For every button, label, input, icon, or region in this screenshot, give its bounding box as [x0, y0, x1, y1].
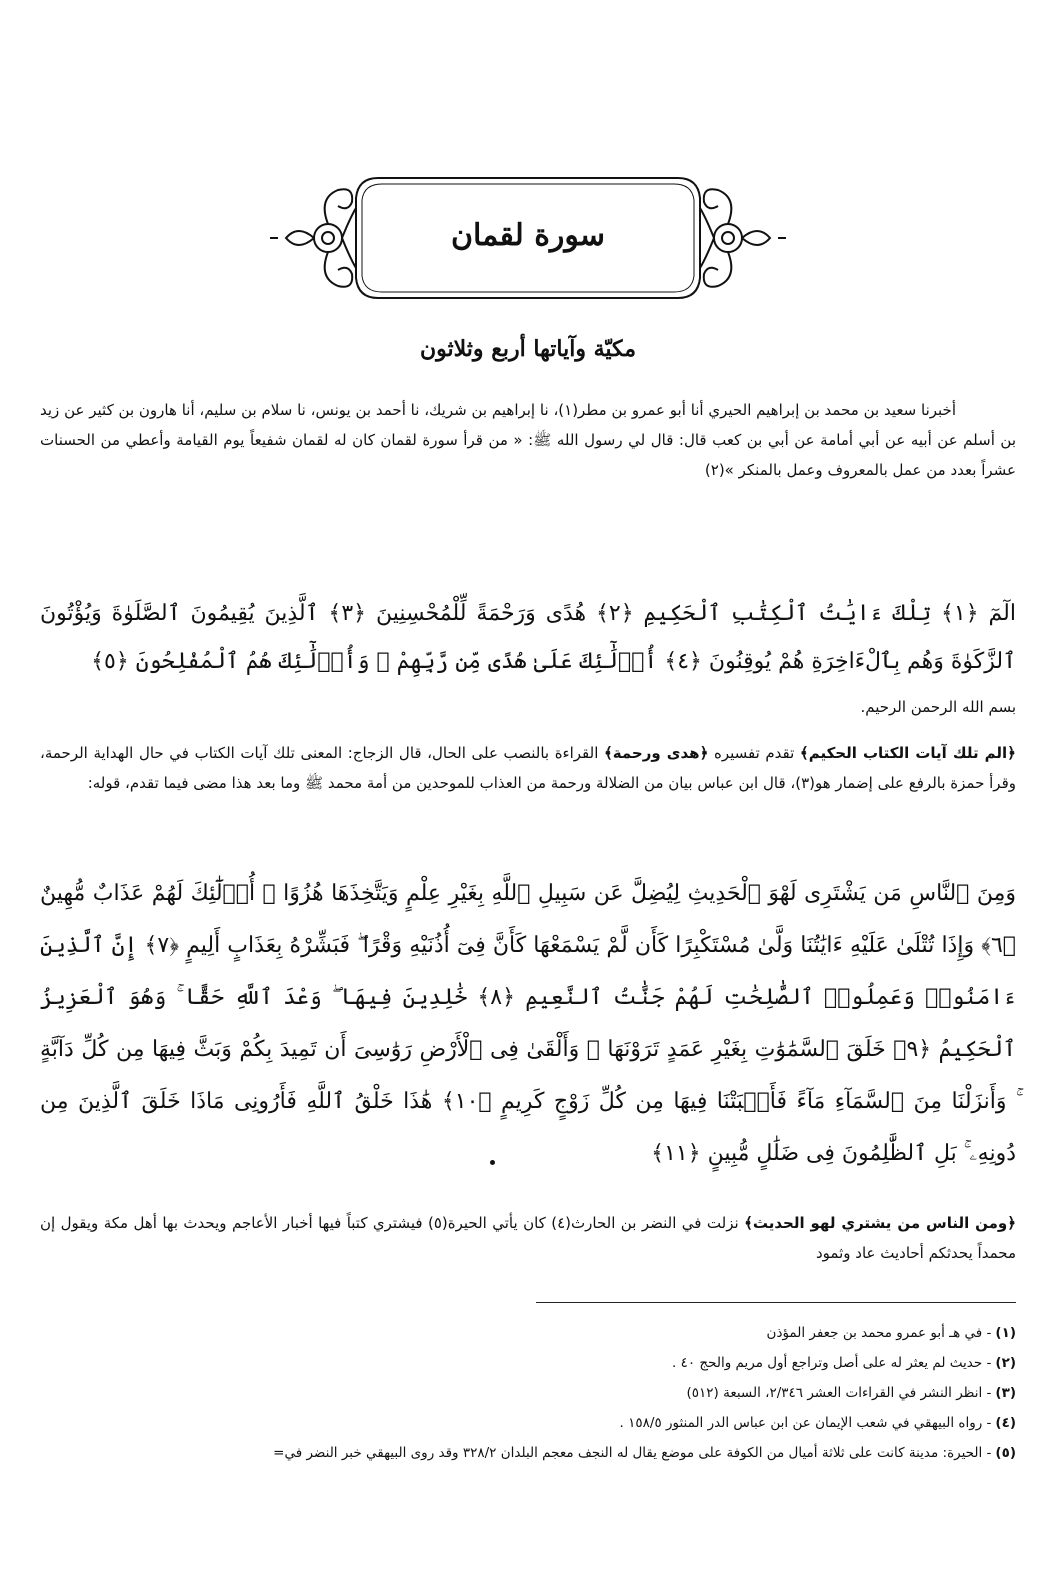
basmala-line: بسم الله الرحمن الرحيم. — [860, 698, 1016, 716]
footnote-number: (٣) — [995, 1385, 1016, 1401]
footnote-item — [40, 1378, 1016, 1408]
lemma-verses-1-2: ﴿الم تلك آيات الكتاب الحكيم﴾ — [799, 744, 1016, 762]
quran-verses-6-11: وَمِنَ ٱلنَّاسِ مَن يَشْتَرِى لَهْوَ ٱلْحَدِيثِ لِيُضِلَّ عَن سَبِيلِ ٱللَّهِ بِغَيْرِ عِلْمٍ وَيَتَّخِذَهَا هُزُوًا ۚ أُو۟لَٰٓئِكَ لَهُمْ عَذَابٌ مُّهِينٌ ﴿٦﴾ وَإِذَا تُتْلَىٰ عَلَيْهِ ءَايَٰتُنَا وَلَّىٰ مُسْتَكْبِرًا كَأَن لَّمْ يَسْمَعْهَا كَأَنَّ فِىٓ أُذُنَيْهِ وَقْرًا ۖ فَبَشِّرْهُ بِعَذَابٍ أَلِيمٍ ﴿٧﴾ إِنَّ ٱلَّذِينَ ءَامَنُوا۟ وَعَمِلُوا۟ ٱلصَّٰلِحَٰتِ لَهُمْ جَنَّٰتُ ٱلنَّعِيمِ ﴿٨﴾ خَٰلِدِينَ فِيهَا ۖ وَعْدَ ٱللَّهِ حَقًّا ۚ وَهُوَ ٱلْعَزِيزُ ٱلْحَكِيمُ ﴿٩﴾ خَلَقَ ٱلسَّمَٰوَٰتِ بِغَيْرِ عَمَدٍ تَرَوْنَهَا ۖ وَأَلْقَىٰ فِى ٱلْأَرْضِ رَوَٰسِىَ أَن تَمِيدَ بِكُمْ وَبَثَّ فِيهَا مِن كُلِّ دَآبَّةٍ ۚ وَأَنزَلْنَا مِنَ ٱلسَّمَآءِ مَآءً فَأَنۢبَتْنَا فِيهَا مِن كُلِّ زَوْجٍ كَرِيمٍ ﴿١٠﴾ هَٰذَا خَلْقُ ٱللَّهِ فَأَرُونِى مَاذَا خَلَقَ ٱلَّذِينَ مِن دُونِهِۦ ۚ بَلِ ٱلظَّٰلِمُونَ فِى ضَلَٰلٍ مُّبِينٍ ﴿١١﴾ — [40, 881, 1016, 1166]
footnote-text: - حديث لم يعثر له على أصل وتراجع أول مريم والحج ٤٠ . — [672, 1355, 992, 1371]
commentary-paragraph-2 — [40, 1208, 1016, 1268]
footnote-item — [40, 1408, 1016, 1438]
surah-subtitle: مكيّة وآياتها أربع وثلاثون — [420, 336, 636, 362]
footnote-item — [40, 1438, 1016, 1468]
commentary-text-a: تقدم تفسيره — [708, 744, 800, 762]
surah-title-frame — [40, 168, 1016, 308]
commentary-text-c: نزلت في النضر بن الحارث(٤) كان يأتي الحيرة(٥) فيشتري كتباً فيها أخبار الأعاجم ويحدث بها أهل مكة ويقول إن محمداً يحدثكم أحاديث عاد وثمود — [40, 1214, 1016, 1262]
footnote-number: (٥) — [995, 1445, 1016, 1461]
lemma-verse-3: ﴿هدى ورحمة﴾ — [603, 744, 709, 762]
footnotes-list — [40, 1318, 1016, 1468]
book-page — [40, 0, 1016, 1582]
footnote-text: - الحيرة: مدينة كانت على ثلاثة أميال من الكوفة على موضع يقال له النجف معجم البلدان ٣٢٨/٢ وقد روى البيهقي خبر النضر في= — [273, 1445, 992, 1461]
commentary-text-b: القراءة بالنصب على الحال، قال الزجاج: المعنى تلك آيات الكتاب في حال الهداية الرحمة، وقرأ حمزة بالرفع على إضمار هو(٣)، قال ابن عباس بيان من الضلالة ورحمة من العذاب للموحدين من أمة محمد ﷺ وما بعد هذا مضى فيما تقدم، قوله: — [40, 744, 1016, 792]
footnote-text: - انظر النشر في القراءات العشر ٢/٣٤٦، السبعة (٥١٢) — [686, 1385, 992, 1401]
footnote-divider — [536, 1302, 1016, 1303]
quran-verses-1-5: الٓمٓ ﴿١﴾ تِلْكَ ءَايَٰتُ ٱلْكِتَٰبِ ٱلْحَكِيمِ ﴿٢﴾ هُدًى وَرَحْمَةً لِّلْمُحْسِنِينَ ﴿٣﴾ ٱلَّذِينَ يُقِيمُونَ ٱلصَّلَوٰةَ وَيُؤْتُونَ ٱلزَّكَوٰةَ وَهُم بِٱلْءَاخِرَةِ هُمْ يُوقِنُونَ ﴿٤﴾ أُو۟لَٰٓئِكَ عَلَىٰ هُدًى مِّن رَّبِّهِمْ ۖ وَأُو۟لَٰٓئِكَ هُمُ ٱلْمُفْلِحُونَ ﴿٥﴾ — [40, 601, 1017, 674]
footnote-number: (١) — [995, 1325, 1016, 1341]
footnote-text: - رواه البيهقي في شعب الإيمان عن ابن عباس الدر المنثور ١٥٨/٥ . — [619, 1415, 992, 1431]
footnote-text: - في هـ أبو عمرو محمد بن جعفر المؤذن — [766, 1325, 992, 1341]
intro-paragraph: أخبرنا سعيد بن محمد بن إبراهيم الحيري أنا أبو عمرو بن مطر(١)، نا إبراهيم بن شريك، نا أحمد بن يونس، نا سلام بن سليم، أنا هارون بن كثير عن زيد بن أسلم عن أبيه عن أبي أمامة عن أبي بن كعب قال: قال لي رسول الله ﷺ: « من قرأ سورة لقمان كان له لقمان شفيعاً يوم القيامة وأعطي من الحسنات عشراً بعدد من عمل بالمعروف وعمل بالمنكر »(٢) — [40, 401, 1016, 479]
footnote-item — [40, 1348, 1016, 1378]
stray-dot — [490, 1160, 495, 1165]
commentary-paragraph-1 — [40, 738, 1016, 798]
lemma-verse-6: ﴿ومن الناس من يشتري لهو الحديث﴾ — [744, 1214, 1017, 1232]
footnote-number: (٢) — [995, 1355, 1016, 1371]
footnote-item — [40, 1318, 1016, 1348]
footnote-number: (٤) — [995, 1415, 1016, 1431]
surah-title: سورة لقمان — [450, 218, 606, 253]
